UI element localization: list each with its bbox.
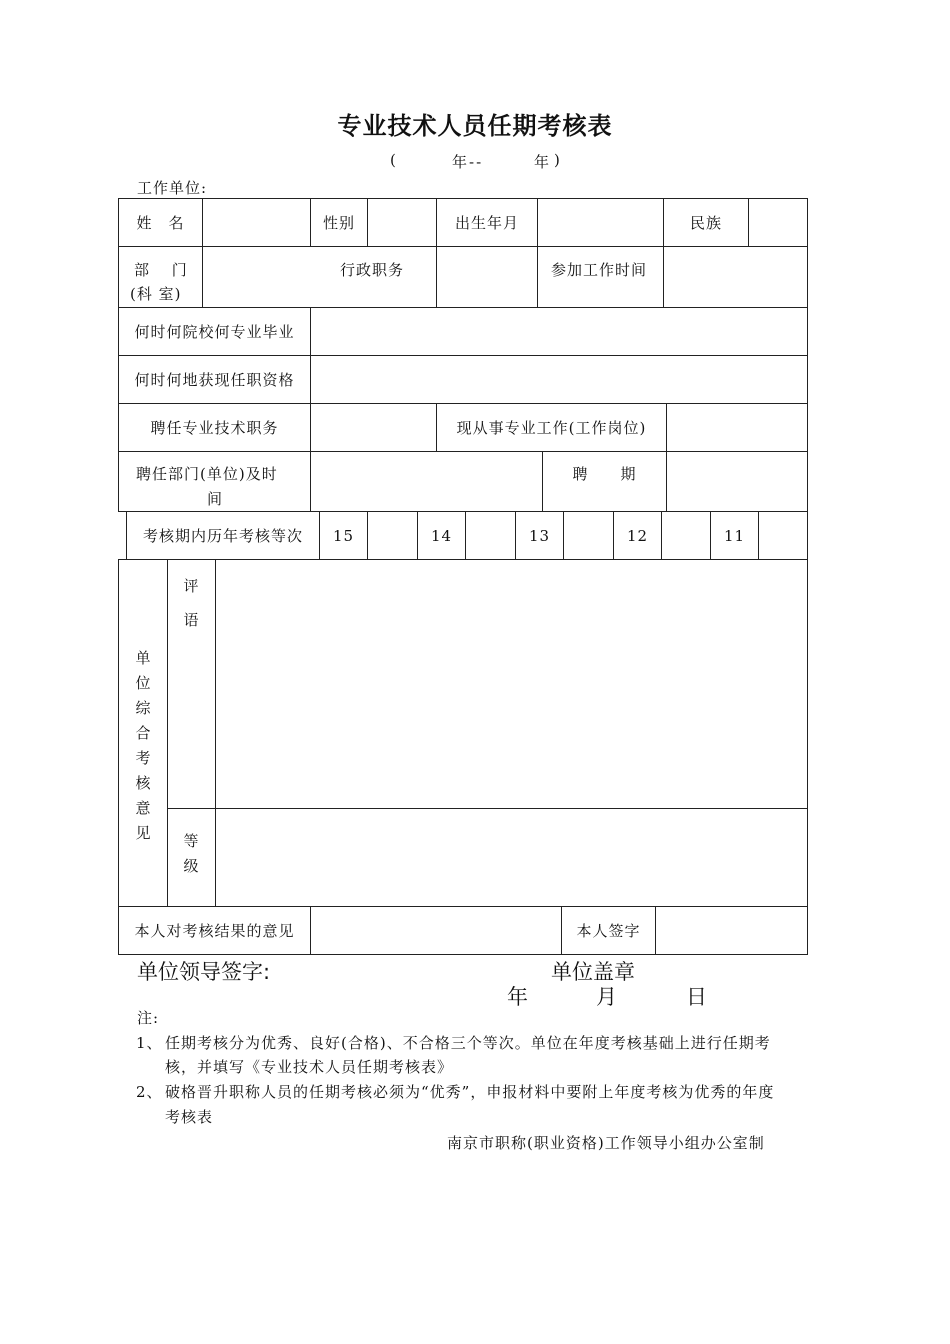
name-field[interactable] [203,199,310,246]
appointed-title-field[interactable] [311,404,436,451]
grade-year-14: 14 [430,526,453,545]
leader-sign-label: 单位领导签字: [137,960,271,984]
note-text-line: 核，并填写《专业技术人员任期考核表》 [165,1058,454,1076]
qualification-field[interactable] [311,356,807,403]
grade-year-12: 12 [626,526,649,545]
note-number: 1、 [136,1034,163,1052]
sign-day-label: 日 [686,985,707,1009]
work-start-label: 参加工作时间 [551,261,648,279]
qualification-label: 何时何地获现任职资格 [134,370,295,389]
page-title: 专业技术人员任期考核表 [337,112,613,140]
dept-label-1: 部 门 [134,261,188,279]
grades-label: 考核期内历年考核等次 [142,526,303,545]
appointed-dept-label-1: 聘任部门(单位)及时 [136,465,278,483]
notes-heading: 注: [137,1009,160,1027]
comment-label: 评语 [183,577,199,629]
appointed-dept-label-2: 间 [207,490,223,508]
grade-field-13[interactable] [564,512,613,559]
note-text-line: 考核表 [165,1108,214,1126]
note-text-line: 任期考核分为优秀、良好(合格)、不合格三个等次。单位在年度考核基础上进行任期考 [165,1034,771,1052]
self-opinion-label: 本人对考核结果的意见 [134,921,295,940]
term-field[interactable] [667,452,807,511]
note-number: 2、 [136,1083,163,1101]
seal-label: 单位盖章 [551,960,635,984]
work-unit-label: 工作单位: [137,179,208,197]
level-field[interactable] [216,809,807,906]
sign-year-label: 年 [507,985,528,1009]
issuer-footer: 南京市职称(职业资格)工作领导小组办公室制 [447,1134,765,1152]
grade-field-12[interactable] [662,512,710,559]
graduation-label: 何时何院校何专业毕业 [134,322,295,341]
self-opinion-field[interactable] [311,907,561,954]
dept-label-2: (科 室) [130,285,182,303]
ethnicity-field[interactable] [749,199,807,246]
ethnicity-label: 民族 [689,213,722,232]
gender-label: 性别 [322,213,355,232]
comment-field[interactable] [216,560,807,808]
grade-field-14[interactable] [466,512,515,559]
term-label: 聘 期 [572,465,637,483]
note-text-line: 破格晋升职称人员的任期考核必须为“优秀”，申报材料中要附上年度考核为优秀的年度 [165,1083,775,1101]
current-work-label: 现从事专业工作(工作岗位) [456,418,647,437]
grade-field-11[interactable] [759,512,807,559]
name-label: 姓 名 [136,213,185,232]
sign-month-label: 月 [596,985,617,1009]
grade-year-13: 13 [528,526,551,545]
level-label: 等级 [183,832,199,875]
gender-field[interactable] [368,199,436,246]
appointed-title-label: 聘任专业技术职务 [150,418,279,437]
grade-year-15: 15 [332,526,355,545]
current-work-field[interactable] [667,404,807,451]
period-year2: 年 [534,153,550,171]
period-year1: 年-- [452,153,484,171]
grade-field-15[interactable] [368,512,417,559]
self-sign-label: 本人签字 [576,921,641,940]
opinion-section-label: 单位综合考核意见 [135,649,151,842]
period-close: ) [554,151,560,169]
birth-field[interactable] [538,199,663,246]
birth-label: 出生年月 [454,213,519,232]
appointed-dept-field[interactable] [311,452,542,511]
self-sign-field[interactable] [656,907,807,954]
admin-post-label: 行政职务 [340,261,405,279]
graduation-field[interactable] [311,308,807,355]
period-open: ( [390,151,396,169]
admin-post-field[interactable] [437,247,537,307]
work-unit-field[interactable] [215,174,515,196]
work-start-field[interactable] [664,247,807,307]
grade-year-11: 11 [723,526,746,545]
